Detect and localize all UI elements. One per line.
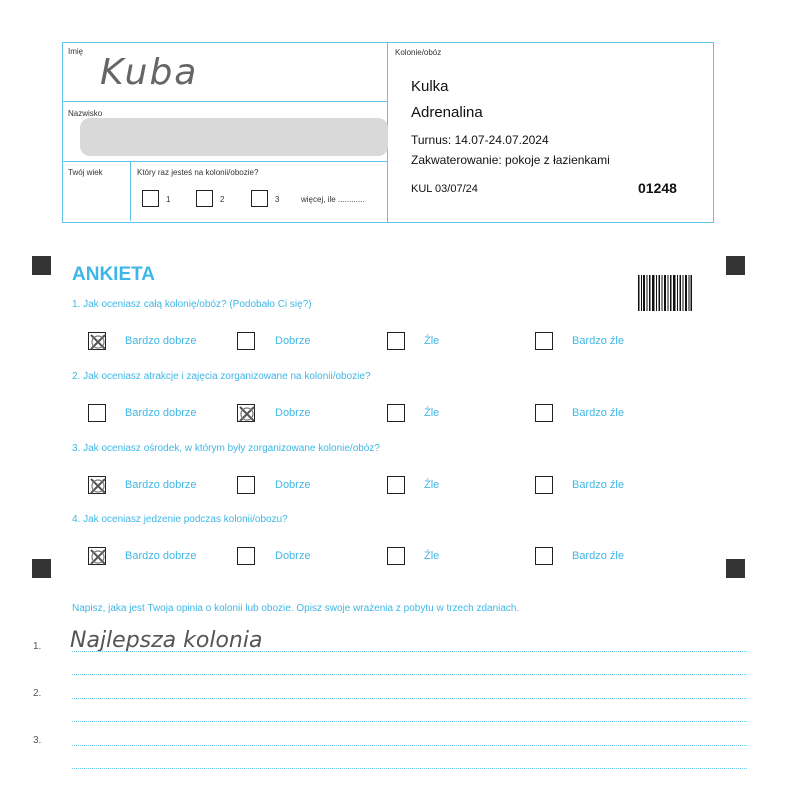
imie-divider xyxy=(62,101,388,102)
kolonie-label: Kolonie/obóz xyxy=(395,48,442,57)
imie-label: Imię xyxy=(68,47,84,56)
question-4-option-1-label: Bardzo dobrze xyxy=(125,550,197,562)
line-number-1: 1. xyxy=(33,641,42,652)
camp-code: KUL 03/07/24 xyxy=(411,183,478,195)
question-1-option-2-label: Dobrze xyxy=(275,335,311,347)
camp-zakwaterowanie: Zakwaterowanie: pokoje z łazienkami xyxy=(411,153,610,167)
question-3-checkbox-4[interactable] xyxy=(535,476,553,494)
registration-marker-top-left xyxy=(32,256,51,275)
question-2-option-4-label: Bardzo źle xyxy=(572,407,624,419)
question-4-option-4-label: Bardzo źle xyxy=(572,550,624,562)
ktory-raz-checkbox-1[interactable] xyxy=(142,190,159,207)
nazwisko-label: Nazwisko xyxy=(68,109,103,118)
imie-handwritten: Kuba xyxy=(100,52,199,93)
question-2-checkbox-2[interactable] xyxy=(237,404,255,422)
question-4-option-3-label: Źle xyxy=(424,550,440,562)
question-1-option-4-label: Bardzo źle xyxy=(572,335,624,347)
camp-type: Adrenalina xyxy=(411,104,483,121)
question-4-checkbox-4[interactable] xyxy=(535,547,553,565)
registration-marker-bottom-left xyxy=(32,559,51,578)
wiek-divider xyxy=(130,161,131,221)
answer-line-3a xyxy=(72,745,747,746)
question-2-checkbox-4[interactable] xyxy=(535,404,553,422)
question-4-checkbox-3[interactable] xyxy=(387,547,405,565)
check-mark-icon xyxy=(87,331,109,353)
question-1-option-3-label: Źle xyxy=(424,335,440,347)
ktory-raz-checkbox-2[interactable] xyxy=(196,190,213,207)
registration-marker-top-right xyxy=(726,256,745,275)
camp-turnus: Turnus: 14.07-24.07.2024 xyxy=(411,133,549,147)
registration-marker-bottom-right xyxy=(726,559,745,578)
question-3-option-3-label: Źle xyxy=(424,479,440,491)
opinion-prompt: Napisz, jaka jest Twoja opinia o kolonii lub obozie. Opisz swoje wrażenia z pobytu w trzech zdaniach. xyxy=(72,603,520,614)
question-2-option-1-label: Bardzo dobrze xyxy=(125,407,197,419)
wiecej-label: więcej, ile ............ xyxy=(301,195,365,204)
check-mark-icon xyxy=(87,475,109,497)
line-number-2: 2. xyxy=(33,688,42,699)
answer-line-1-text[interactable]: Najlepsza kolonia xyxy=(70,628,263,653)
ktory-raz-option-3: 3 xyxy=(275,195,280,204)
question-3-checkbox-3[interactable] xyxy=(387,476,405,494)
question-4-checkbox-2[interactable] xyxy=(237,547,255,565)
question-1-checkbox-3[interactable] xyxy=(387,332,405,350)
question-1-checkbox-1[interactable] xyxy=(88,332,106,350)
question-1-checkbox-2[interactable] xyxy=(237,332,255,350)
answer-line-1b xyxy=(72,674,747,675)
nazwisko-divider xyxy=(62,161,388,162)
question-2-checkbox-3[interactable] xyxy=(387,404,405,422)
answer-line-3b xyxy=(72,768,747,769)
answer-line-1a xyxy=(72,651,747,652)
ktory-raz-checkbox-3[interactable] xyxy=(251,190,268,207)
answer-line-2b xyxy=(72,721,747,722)
question-3-checkbox-2[interactable] xyxy=(237,476,255,494)
question-4-text: 4. Jak oceniasz jedzenie podczas kolonii/obozu? xyxy=(72,514,288,525)
question-2-option-2-label: Dobrze xyxy=(275,407,311,419)
question-3-option-1-label: Bardzo dobrze xyxy=(125,479,197,491)
wiek-label: Twój wiek xyxy=(68,168,103,177)
survey-title: ANKIETA xyxy=(72,264,156,285)
question-3-option-4-label: Bardzo źle xyxy=(572,479,624,491)
question-3-text: 3. Jak oceniasz ośrodek, w którym były zorganizowane kolonie/obóz? xyxy=(72,443,380,454)
question-2-text: 2. Jak oceniasz atrakcje i zajęcia zorganizowane na kolonii/obozie? xyxy=(72,371,371,382)
question-4-checkbox-1[interactable] xyxy=(88,547,106,565)
question-1-option-1-label: Bardzo dobrze xyxy=(125,335,197,347)
question-4-option-2-label: Dobrze xyxy=(275,550,311,562)
line-number-3: 3. xyxy=(33,735,42,746)
question-2-checkbox-1[interactable] xyxy=(88,404,106,422)
answer-line-2a xyxy=(72,698,747,699)
ktory-raz-label: Który raz jesteś na kolonii/obozie? xyxy=(137,168,259,177)
redacted-surname xyxy=(80,118,388,156)
check-mark-icon xyxy=(236,403,258,425)
camp-number: 01248 xyxy=(638,180,677,196)
ktory-raz-option-1: 1 xyxy=(166,195,171,204)
question-1-text: 1. Jak oceniasz całą kolonię/obóz? (Podobało Ci się?) xyxy=(72,299,312,310)
question-3-option-2-label: Dobrze xyxy=(275,479,311,491)
question-1-checkbox-4[interactable] xyxy=(535,332,553,350)
check-mark-icon xyxy=(87,546,109,568)
question-2-option-3-label: Źle xyxy=(424,407,440,419)
ktory-raz-option-2: 2 xyxy=(220,195,225,204)
barcode-icon xyxy=(638,275,692,311)
question-3-checkbox-1[interactable] xyxy=(88,476,106,494)
camp-name: Kulka xyxy=(411,78,449,95)
